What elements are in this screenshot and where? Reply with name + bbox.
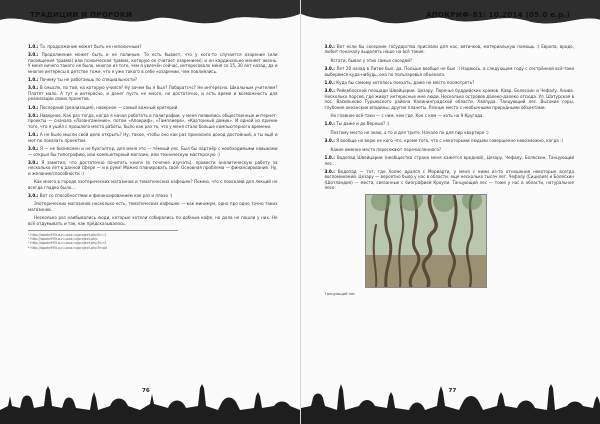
paragraph: 3.0.: Я вообще не верю не кого что, кроме того, что с некоторыми людьми совершенно невозможно, когда :) — [324, 138, 564, 144]
speaker-marker: 1.0.: — [28, 104, 39, 110]
paragraph: Кстати, бывал у этих самых соседей? — [330, 57, 413, 63]
paragraph: 1.0.: Та. продолжение может быть не неполичным? — [28, 44, 142, 49]
paragraph: 3.0.: Лет 20 назад в Литве был, да. Польше вообще не был :) Надеюсь, в следующем году с сестрёнкой всё-таки выберемся куда-нибудь, она по пользаревья объехала. — [324, 66, 574, 77]
paragraph: 3.0.: В смысле, по той, на которую учился? Ну зачем бы я был? Лабаратсчс? Не интересно. Школьным учителем? Платят мало. А тут и интересно, и денег пусть не много, но достаточно, и есть время и возможность для реализации своих проектов. — [28, 85, 278, 102]
speaker-marker: 1.0.: — [324, 80, 335, 86]
left-page-number: 76 — [142, 388, 150, 394]
paragraph: 1.0.: Почему ты не работаешь по специальности? — [28, 77, 138, 83]
forest-trees-icon — [366, 195, 486, 287]
paragraph: 1.0.: Ты даже и до Верных? :) — [324, 121, 390, 127]
paragraph: Поэтому место не знаю, а то и для трите. Начало по для пир квартире :) — [330, 129, 489, 135]
right-header — [301, 0, 600, 30]
speaker-marker: 1.0.: — [28, 77, 39, 83]
speaker-marker: 3.0.: — [28, 146, 39, 152]
speaker-marker: 3.0.: — [28, 192, 39, 198]
paragraph: 3.0.: Водопад — тот, где Холмс дрался с Мориарти, у меня с ними из-то отношения некоторые всегда воспоминаний. Цезару — вероятно было у нас в области, еще несколько тысяч лет. Чефалу (Сицилия) и Болесхин (Шотландия) — места, связанные с биографией Кроули. Танцующий лес — тоже у нас в области, натуральное лесо: — [324, 168, 574, 191]
footnote-link[interactable]: ³ http://apokrif93.a-n.ucoz.ru/project.php?n=2 — [28, 241, 107, 246]
right-page-body — [325, 44, 575, 378]
paragraph: Эзотерических магазинов несколько есть, тематических кафешек — как минимум, одно про одно точно таких магазинов. — [28, 201, 278, 212]
paragraph: 3.0.: Вот со способностями и финансированием как раз и плохо :) — [28, 192, 173, 198]
paragraph: Но главное всё-таки — с ним, кем где. Кое с кем — хоть на 9 Кругада. — [330, 113, 484, 119]
paragraph: 1.0.: Водопад Швейцарии (необщества страна меня кажется вредной), Цезару, Чефалу, Болесхин, Танцующий лес... — [324, 155, 574, 166]
footnotes — [28, 230, 178, 250]
left-page-body — [28, 44, 278, 378]
paragraph: 3.0.: Рейкеблоской площади Швейцарии. Цезару. Поречье буддийских храмов. Кавр, Болесхин и Чефалу. Анива. Несколько порсев, где живут интересные мне люди. Несколько островов далеко-далеко отсюда. Ул. Шатурская в пос. Васильково Гурьевского района Калининградской области. Хэйлуда. Танцующий лес. Высокие горы, глубокие океанские впадины, другие планеты. Разные места с необычными природными объектами. — [324, 88, 574, 110]
footnote-link[interactable]: ² http://apokrif93.a-n.ucoz.ru/project.php — [28, 237, 98, 242]
paragraph: Несколько раз наибывались люди, которые хотели собирались по добным кафе, но дела не пошли у них. Не всё отдумывать и так, как предсказывалось. — [28, 215, 278, 226]
speaker-marker: 1.0.: — [324, 121, 335, 127]
skyline-ornament-icon — [0, 376, 300, 424]
paragraph: 1.0.: А не было мысли свой дело открыть? Ну, такое, чтобы оно как раз приносило доход достойный, а ты ещё и мог по показать проектам. — [28, 132, 278, 143]
speaker-marker: 1.0.: — [28, 44, 39, 49]
speaker-marker: 3.0.: — [28, 85, 39, 91]
photo-caption: Танцующий лес — [324, 291, 356, 296]
speaker-marker: 3.0.: — [324, 44, 335, 49]
speaker-marker: 3.0.: — [28, 52, 39, 58]
footnote-link[interactable]: ¹ http://apokrif93.a-n.ucoz.ru/project.php?c=1 — [28, 232, 107, 237]
speaker-marker: 1.0.: — [324, 155, 335, 161]
left-header — [0, 0, 300, 30]
paragraph: 3.0.: Наверное. Как раз тогда, когда я начал работать в полиграфии, у меня появились общественные интернет-проекты — сначала «Лазангажение», потом «Апокриф», «Тамплиерв», «Картонный домик». И одной из причин того, что я ушёл с прошлого места работы, было как раз то, что у меня стало больше компьютерного времени. — [28, 113, 278, 129]
right-header-title: АПОКРИФ-81: 10.2014 (05.0 е.р.) — [425, 10, 570, 19]
dancing-forest-photo — [365, 194, 487, 288]
speaker-marker: 1.0.: — [28, 132, 39, 138]
paragraph: 3.0.: Я заметил, что достаточно почитать книги (в точечке изучать), провести аналитическую работу за несколько лет в данной сфере — и в руки! Можно планировать своё. Основная проблема — финансирование. Ну, и желание/способности :) — [28, 159, 278, 176]
right-page-number: 77 — [448, 388, 457, 394]
right-page — [301, 0, 600, 424]
paragraph: 1.0.: Куда бы самому хотелось поехать, даже не место посмотреть? — [324, 80, 475, 86]
paragraph: 1.0.: Последний (реализация), наверное — самый важный критерий. — [28, 104, 179, 110]
speaker-marker: 3.0.: — [324, 138, 335, 144]
paragraph: Какие именно места пересекают перечисленного? — [330, 146, 442, 152]
speaker-marker: 3.0.: — [324, 168, 335, 174]
speaker-marker: 3.0.: — [324, 66, 335, 72]
paragraph: 3.0.: Вот если бы соседние государства прислали для нас, вятичков, материальную помощь :) Европа, вроде, любит поначалу выделять наше на всё такие. — [324, 44, 574, 55]
speaker-marker: 3.0.: — [324, 88, 335, 94]
skyline-ornament-icon — [301, 376, 600, 424]
left-header-title: ТРАДИЦИИ И ПРОРОКИ — [30, 10, 133, 19]
speaker-marker: 3.0.: — [28, 113, 39, 119]
speaker-marker: 3.0.: — [28, 159, 39, 165]
paragraph: 3.0.: Продолжение может быть и не полиным. То есть бывает, что у кого-то случается озарение (или посвящения травма) или психическая травма, которую он считает озарением), и он кардинально меняет жизнь. У меня ничего такого не было, многое из того, чем я увлечён сейчас, интересовало меня со 15, 30 лет назад, да и многие интересы в детстве тоже, что я уже такого в себе «озарении, чем повлиялись. — [28, 52, 278, 74]
paragraph: Как много в городе эзотерических магазинов и тематических кафешек? Помню, что с поисками для лекций не всегда гладко было... — [28, 179, 278, 190]
footnote-link[interactable]: ⁴ http://apokrif93.a-n.ucoz.ru/project.php?mod — [28, 245, 107, 250]
paragraph: 3.0.: Я — не бизнесмен и не бухгалтер, для меня это — тёмный лес. Был бы партнёр с необходимыми навыками — открыл бы типографию, или компьютерный магазин, или техническую мастерскую :) — [28, 146, 278, 157]
